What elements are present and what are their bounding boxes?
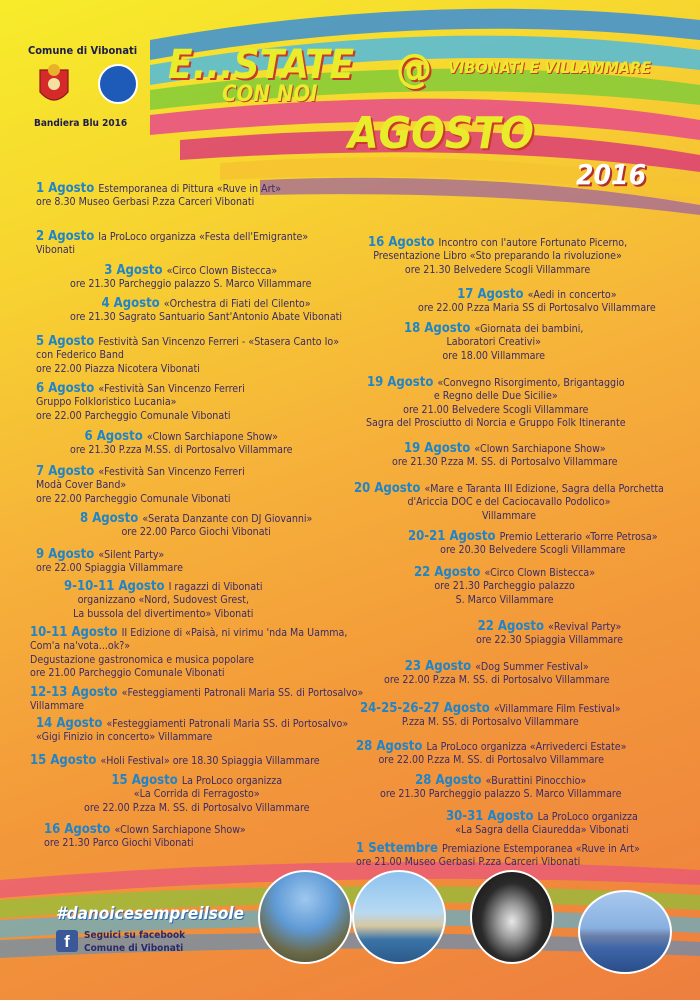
event-line (356, 754, 626, 767)
event-line (404, 322, 583, 336)
event-date: 28 Agosto (356, 739, 427, 754)
event-text: «Clown Sarchiapone Show» (114, 824, 246, 836)
event-line (392, 442, 618, 456)
event-line (36, 182, 281, 196)
event-text: «Clown Sarchiapone Show» (146, 431, 278, 443)
event-line (418, 288, 656, 302)
event-line (30, 686, 363, 700)
event-entry (36, 382, 245, 423)
event-entry (368, 236, 627, 277)
event-text: Premio Letterario «Torre Petrosa» (499, 531, 658, 543)
event-entry (36, 182, 281, 210)
event-text: ore 22.00 P.zza M. SS. di Portosalvo Villammare (378, 754, 604, 767)
event-line (70, 311, 342, 324)
event-text: ore 22.00 Parcheggio Comunale Vibonati (36, 492, 231, 505)
event-text: Incontro con l'autore Fortunato Picerno, (438, 237, 628, 249)
event-date: 16 Agosto (368, 235, 439, 250)
event-line (36, 562, 183, 575)
event-date: 17 Agosto (457, 287, 528, 302)
event-text: e Regno delle Due Sicilie» (433, 390, 558, 403)
event-line (476, 620, 623, 634)
event-line (354, 496, 664, 509)
event-text: con Federico Band (36, 349, 124, 362)
event-text: «Gigi Finizio in concerto» Villammare (36, 731, 213, 744)
event-date: 9-10-11 Agosto (64, 579, 169, 594)
event-entry (408, 530, 658, 558)
event-date: 5 Agosto (36, 334, 99, 349)
event-line (360, 702, 621, 716)
event-text: Laboratori Creativi» (446, 336, 541, 349)
photo-village (258, 870, 352, 964)
facebook-line-1[interactable]: Seguici su facebook (84, 930, 186, 941)
event-text: ore 21.00 Museo Gerbasi P.zza Carceri Vibonati (356, 856, 581, 869)
event-entry (366, 376, 626, 430)
event-text: Villammare (481, 509, 536, 522)
title-con-noi: CON NOI (222, 82, 318, 107)
event-entry (476, 620, 623, 648)
facebook-icon[interactable]: f (56, 930, 78, 952)
event-text: Com'a na'vota...ok?» (30, 640, 131, 653)
event-text: «Festeggiamenti Patronali Maria SS. di Portosalvo» (121, 687, 364, 699)
event-text: II Edizione di «Paisà, ni virimu 'nda Ma Uamma, (121, 627, 348, 639)
event-line (36, 363, 339, 376)
event-text: «Mare e Taranta III Edizione, Sagra della Porchetta (424, 483, 664, 495)
event-entry (418, 288, 656, 316)
event-line (80, 526, 312, 539)
event-text: ore 20.30 Belvedere Scogli Villammare (440, 544, 626, 557)
year-title: 2016 (576, 158, 647, 191)
event-entry (392, 442, 618, 470)
event-text: ore 21.30 P.zza M.SS. di Portosalvo Villammare (70, 444, 293, 457)
event-text: ore 22.00 P.zza M. SS. di Portosalvo Villammare (84, 801, 310, 814)
event-line (368, 236, 627, 250)
event-date: 19 Agosto (403, 441, 475, 456)
event-text: ore 21.30 Parcheggio palazzo S. Marco Villammare (70, 278, 312, 291)
event-text: ore 21.30 Belvedere Scogli Villammare (404, 263, 591, 276)
event-text: «Holi Festival» ore 18.30 Spiaggia Villammare (100, 755, 320, 767)
event-text: «Silent Party» (98, 549, 165, 561)
event-date: 7 Agosto (36, 464, 99, 479)
event-line (356, 740, 626, 754)
event-line (84, 774, 310, 788)
event-date: 1 Agosto (36, 181, 99, 196)
event-date: 23 Agosto (404, 659, 476, 674)
event-line (36, 465, 245, 479)
event-text: «La Sagra della Ciaureddа» Vibonati (455, 824, 629, 837)
photo-coast (352, 870, 446, 964)
event-date: 10-11 Agosto (30, 625, 122, 640)
event-line (36, 493, 245, 506)
month-title: AGOSTO (348, 108, 534, 159)
event-date: 8 Agosto (80, 511, 143, 526)
event-date: 20 Agosto (354, 481, 425, 496)
event-text: «Orchestra di Fiati del Cilento» (163, 298, 311, 310)
event-text: «Burattini Pinocchio» (485, 775, 587, 787)
event-date: 3 Agosto (104, 263, 167, 278)
event-text: ore 22.00 P.zza Maria SS di Portosalvo Villammare (418, 302, 656, 315)
event-entry (404, 322, 583, 363)
event-text: ore 21.00 Belvedere Scogli Villammare (403, 403, 589, 416)
event-line (36, 410, 245, 423)
event-entry (356, 740, 626, 768)
event-line (476, 634, 623, 647)
event-line (368, 250, 627, 263)
facebook-line-2[interactable]: Comune di Vibonati (84, 943, 184, 954)
event-text: ore 21.30 Parcheggio palazzo (434, 580, 575, 593)
event-text: La ProLoco organizza (181, 775, 283, 787)
location-title: VIBONATI E VILLAMMARE (448, 58, 652, 77)
event-line (70, 264, 311, 278)
event-date: 9 Agosto (36, 547, 99, 562)
blue-flag-logo (98, 64, 138, 104)
event-line (414, 594, 595, 607)
event-entry (414, 566, 595, 607)
event-line (36, 382, 245, 396)
event-line (446, 810, 638, 824)
event-line (36, 230, 308, 244)
event-date: 4 Agosto (101, 296, 164, 311)
event-text: S. Marco Villammare (455, 593, 554, 606)
event-date: 6 Agosto (36, 381, 99, 396)
event-text: «Giornata dei bambini, (474, 323, 584, 335)
event-line (64, 580, 263, 594)
event-line (36, 548, 183, 562)
event-date: 28 Agosto (415, 773, 486, 788)
event-text: Presentazione Libro «Sto preparando la rivoluzione» (373, 250, 622, 263)
event-text: Sagra del Prosciutto di Norcia e Gruppo Folk Itinerante (366, 416, 626, 429)
event-text: «Clown Sarchiapone Show» (474, 443, 606, 455)
event-line (384, 660, 610, 674)
event-line (414, 580, 595, 593)
event-line (30, 640, 347, 653)
event-text: ore 21.30 Sagrato Santuario Sant'Antonio Abate Vibonati (70, 311, 343, 324)
hashtag: #danoicesempreilsole (56, 904, 244, 924)
event-line (408, 544, 658, 557)
event-text: «Convegno Risorgimento, Brigantaggio (437, 377, 625, 389)
event-date: 15 Agosto (111, 773, 182, 788)
event-text: «Festività San Vincenzo Ferreri (98, 383, 245, 395)
event-text: Estemporanea di Pittura «Ruve in Art» (98, 183, 282, 195)
event-line (30, 667, 347, 680)
event-entry (64, 580, 263, 621)
bandiera-blu-label: Bandiera Blu 2016 (34, 118, 128, 129)
coat-of-arms (36, 62, 72, 108)
event-line (30, 626, 347, 640)
event-entry (36, 230, 308, 258)
event-line (414, 566, 595, 580)
event-line (44, 823, 246, 837)
event-text: «Villammare Film Festival» (493, 703, 621, 715)
event-text: ore 8.30 Museo Gerbasi P.zza Carceri Vibonati (36, 196, 255, 209)
photo-sea (578, 890, 672, 974)
event-date: 12-13 Agosto (30, 685, 122, 700)
event-date: 15 Agosto (30, 753, 101, 768)
event-text: Premiazione Estemporanea «Ruve in Art» (442, 843, 640, 855)
event-line (380, 774, 621, 788)
event-date: 22 Agosto (414, 565, 485, 580)
event-text: La ProLoco organizza «Arrivederci Estate» (426, 741, 627, 753)
event-text: ore 18.00 Villammare (442, 349, 546, 362)
event-text: ore 22.00 Parcheggio Comunale Vibonati (36, 409, 231, 422)
event-text: «Circo Clown Bistecca» (484, 567, 596, 579)
event-text: ore 22.00 Piazza Nicotera Vibonati (36, 362, 200, 375)
event-text: «La Corrida di Ferragosto» (133, 788, 260, 801)
event-line (418, 302, 656, 315)
event-line (404, 350, 583, 363)
event-date: 19 Agosto (366, 375, 438, 390)
event-text: ore 21.30 Parco Giochi Vibonati (44, 837, 194, 850)
event-entry (84, 774, 310, 815)
event-text: «Serata Danzante con DJ Giovanni» (142, 513, 313, 525)
event-line (384, 674, 610, 687)
event-text: «Aedi in concerto» (527, 289, 617, 301)
event-entry (380, 774, 621, 802)
event-text: Gruppo Folkloristico Lucania» (36, 396, 177, 409)
event-line (70, 297, 342, 311)
event-text: Vibonati (36, 244, 76, 257)
event-line (408, 530, 658, 544)
event-date: 14 Agosto (36, 716, 107, 731)
event-date: 20-21 Agosto (408, 529, 500, 544)
event-line (36, 479, 245, 492)
event-text: ore 22.00 P.zza M. SS. di Portosalvo Villammare (384, 674, 610, 687)
event-line (446, 824, 638, 837)
event-line (36, 349, 339, 362)
event-date: 30-31 Agosto (446, 809, 538, 824)
event-line (44, 837, 246, 850)
event-line (36, 335, 339, 349)
event-line (354, 482, 664, 496)
event-line (36, 396, 245, 409)
event-entry (36, 548, 183, 576)
event-line (70, 278, 311, 291)
event-text: «Circo Clown Bistecca» (166, 265, 278, 277)
event-entry (80, 512, 312, 540)
event-entry (70, 297, 342, 325)
event-entry (354, 482, 664, 523)
event-text: Villammare (30, 700, 85, 713)
event-text: La bussola del divertimento» Vibonati (73, 607, 254, 620)
event-text: «Festività San Vincenzo Ferreri (98, 466, 245, 478)
event-line (30, 754, 320, 768)
event-entry (36, 465, 245, 506)
event-line (30, 654, 347, 667)
event-text: «Festeggiamenti Patronali Maria SS. di Portosalvo» (106, 718, 349, 730)
event-date: 1 Settembre (356, 841, 443, 856)
event-text: ore 22.00 Spiaggia Villammare (36, 562, 183, 575)
event-line (64, 594, 263, 607)
event-line (366, 417, 626, 430)
event-text: ore 21.30 P.zza M. SS. di Portosalvo Villammare (392, 456, 618, 469)
event-line (36, 244, 308, 257)
event-line (392, 456, 618, 469)
event-line (30, 700, 363, 713)
event-entry (446, 810, 638, 838)
event-line (380, 788, 621, 801)
event-date: 16 Agosto (44, 822, 115, 837)
event-line (36, 196, 281, 209)
event-date: 22 Agosto (477, 619, 549, 634)
at-symbol: @ (396, 46, 432, 92)
event-line (366, 376, 626, 390)
event-entry (384, 660, 610, 688)
event-text: «Revival Party» (548, 621, 622, 633)
event-line (354, 510, 664, 523)
event-text: ore 22.00 Parco Giochi Vibonati (121, 526, 271, 539)
event-line (84, 788, 310, 801)
event-text: P.zza M. SS. di Portosalvo Villammare (401, 716, 579, 729)
event-line (356, 842, 640, 856)
event-line (356, 856, 640, 869)
event-entry (70, 264, 311, 292)
event-line (80, 512, 312, 526)
event-line (366, 404, 626, 417)
event-date: 6 Agosto (84, 429, 147, 444)
event-text: I ragazzi di Vibonati (168, 581, 263, 593)
event-text: Modà Cover Band» (36, 479, 127, 492)
event-text: «Dog Summer Festival» (475, 661, 589, 673)
event-date: 2 Agosto (36, 229, 99, 244)
event-line (64, 608, 263, 621)
title-estate: E...STATE (168, 42, 355, 88)
event-entry (360, 702, 621, 730)
event-line (366, 390, 626, 403)
event-text: d'Ariccia DOC e del Caciocavallo Podolico» (407, 496, 611, 509)
event-text: ore 21.00 Parcheggio Comunale Vibonati (30, 666, 225, 679)
event-text: ore 22.30 Spiaggia Villammare (476, 634, 623, 647)
event-date: 18 Agosto (404, 321, 475, 336)
event-line (84, 802, 310, 815)
event-entry (36, 335, 339, 376)
event-text: organizzano «Nord, Sudovest Grest, (77, 594, 249, 607)
event-text: La ProLoco organizza (537, 811, 638, 823)
event-entry (44, 823, 246, 851)
event-entry (36, 717, 348, 745)
event-text: la ProLoco organizza «Festa dell'Emigrante» (98, 231, 309, 243)
event-line (368, 264, 627, 277)
event-entry (30, 754, 320, 768)
event-line (70, 430, 293, 444)
event-entry (356, 842, 640, 870)
comune-name: Comune di Vibonati (28, 44, 138, 57)
event-line (36, 731, 348, 744)
event-text: Degustazione gastronomica e musica popolare (30, 653, 255, 666)
event-line (360, 716, 621, 729)
event-entry (70, 430, 293, 458)
event-date: 24-25-26-27 Agosto (360, 701, 494, 716)
event-text: ore 21.30 Parcheggio palazzo S. Marco Villammare (380, 788, 622, 801)
photo-arch (470, 870, 554, 964)
event-entry (30, 626, 347, 680)
event-line (70, 444, 293, 457)
event-line (36, 717, 348, 731)
event-entry (30, 686, 363, 714)
event-text: Festività San Vincenzo Ferreri - «Stasera Canto Io» (98, 336, 340, 348)
event-line (404, 336, 583, 349)
